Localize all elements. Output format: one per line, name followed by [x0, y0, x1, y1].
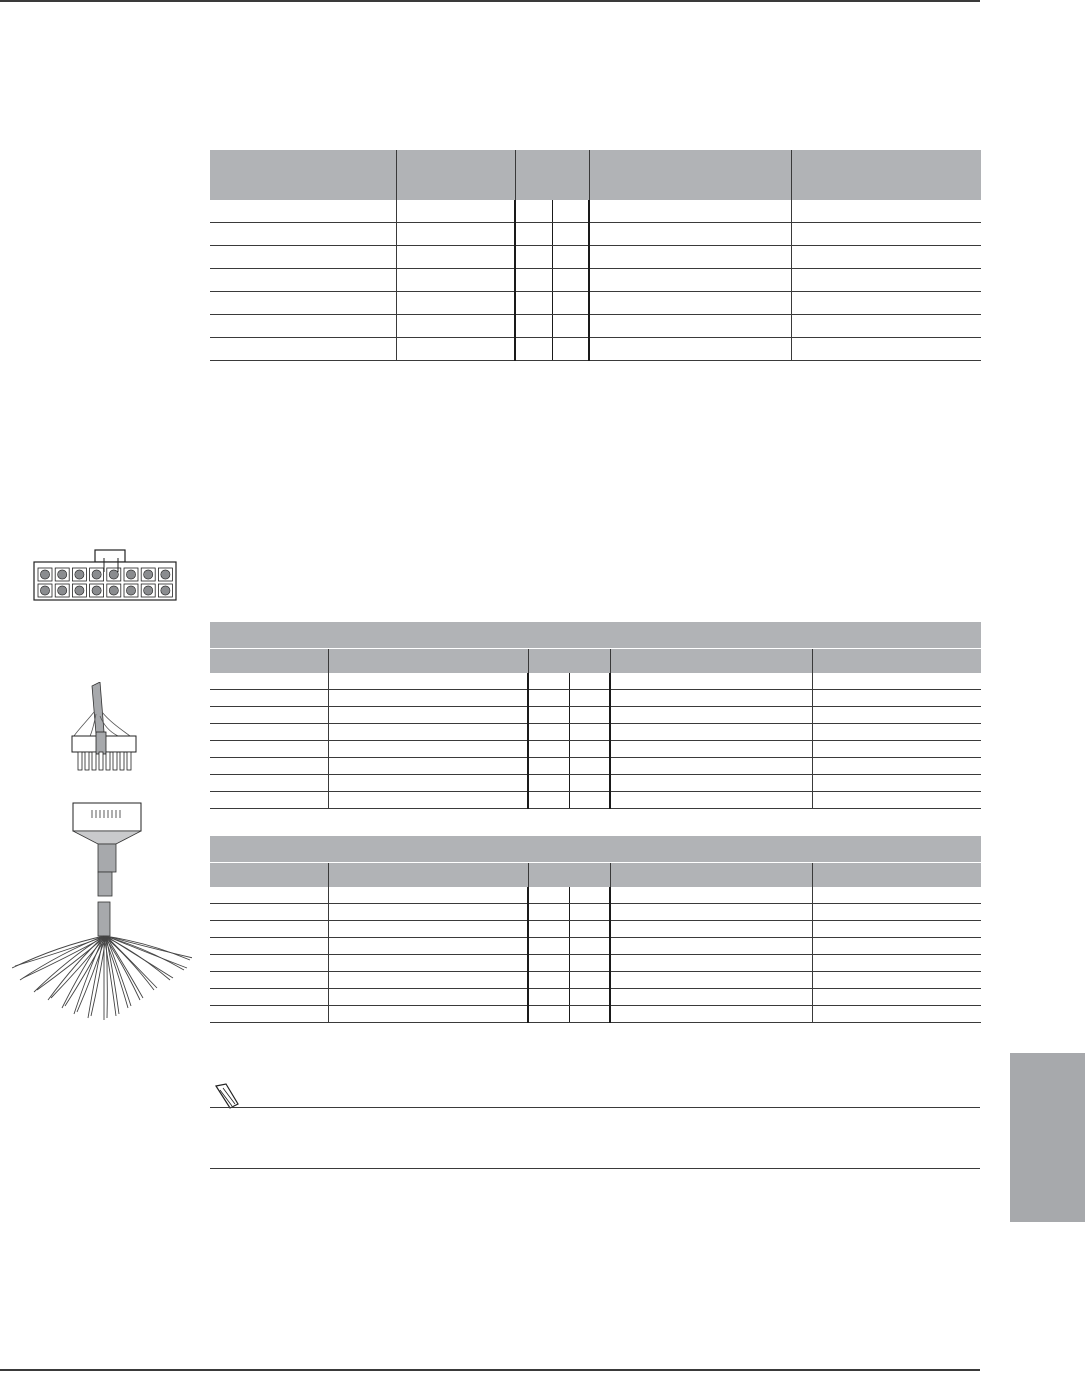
header-cell — [210, 863, 328, 888]
bottom-rule — [0, 1369, 980, 1371]
table-cell — [328, 741, 528, 758]
table-cell — [515, 338, 552, 361]
table-cell — [328, 938, 528, 955]
table-cell — [589, 292, 791, 315]
table-cell — [812, 673, 981, 690]
table-cell — [396, 269, 515, 292]
table-cell — [791, 338, 981, 361]
table-caption — [210, 622, 981, 649]
table-cell — [210, 223, 396, 246]
top-rule — [0, 0, 980, 2]
header-cell — [528, 863, 610, 888]
table-row — [210, 921, 981, 938]
table-cell — [610, 921, 812, 938]
table-cell — [210, 690, 328, 707]
table-cell — [528, 724, 569, 741]
table-row — [210, 338, 981, 361]
header-cell — [791, 150, 981, 200]
table-cell — [552, 223, 589, 246]
table-row — [210, 775, 981, 792]
table-cell — [328, 792, 528, 809]
connector-16pin-icon — [30, 548, 180, 604]
table-cell — [396, 200, 515, 223]
table-cell — [552, 315, 589, 338]
table-cell — [528, 955, 569, 972]
header-cell — [210, 150, 396, 200]
table-cell — [328, 904, 528, 921]
table-cell — [552, 246, 589, 269]
table-cell — [610, 887, 812, 904]
table-cell — [210, 989, 328, 1006]
header-cell — [589, 150, 791, 200]
table-cell — [610, 673, 812, 690]
cable-bundle-icon — [12, 800, 192, 1022]
table-cell — [515, 246, 552, 269]
table-cell — [791, 200, 981, 223]
table-cell — [210, 904, 328, 921]
table-cell — [552, 338, 589, 361]
header-cell — [812, 649, 981, 674]
table-cell — [812, 724, 981, 741]
table-cell — [589, 246, 791, 269]
table-cell — [210, 792, 328, 809]
table-cell — [210, 887, 328, 904]
table-cell — [328, 775, 528, 792]
table-row — [210, 972, 981, 989]
table-cell — [210, 724, 328, 741]
table-cell — [210, 707, 328, 724]
table-cell — [569, 938, 610, 955]
header-cell — [210, 649, 328, 674]
table-cell — [328, 887, 528, 904]
table-row — [210, 269, 981, 292]
table-cell — [589, 223, 791, 246]
table-row — [210, 938, 981, 955]
table-cell — [569, 690, 610, 707]
header-cell — [515, 150, 589, 200]
table-row — [210, 673, 981, 690]
table-row — [210, 292, 981, 315]
table-cell — [210, 246, 396, 269]
table-cell — [589, 269, 791, 292]
table-cell — [515, 200, 552, 223]
table-cell — [569, 989, 610, 1006]
table-cell — [569, 904, 610, 921]
table-cell — [528, 921, 569, 938]
table-cell — [210, 775, 328, 792]
table-cell — [210, 741, 328, 758]
table-cell — [528, 758, 569, 775]
table-cell — [528, 1006, 569, 1023]
table-row — [210, 1006, 981, 1023]
table-cell — [569, 775, 610, 792]
table-cell — [812, 921, 981, 938]
table-row — [210, 989, 981, 1006]
table-row — [210, 741, 981, 758]
table-cell — [610, 792, 812, 809]
table-cell — [552, 269, 589, 292]
table-row — [210, 904, 981, 921]
table-cell — [396, 223, 515, 246]
table-cell — [210, 972, 328, 989]
table-cell — [610, 758, 812, 775]
table-cell — [812, 758, 981, 775]
table-cell — [791, 246, 981, 269]
table-row — [210, 200, 981, 223]
table-row — [210, 758, 981, 775]
table-cell — [396, 292, 515, 315]
table-caption — [210, 836, 981, 863]
header-cell — [396, 150, 515, 200]
table-cell — [812, 955, 981, 972]
table-cell — [210, 200, 396, 223]
note-top-rule — [210, 1107, 980, 1108]
table-cell — [569, 707, 610, 724]
table-cell — [210, 269, 396, 292]
table-cell — [569, 758, 610, 775]
table-cell — [515, 315, 552, 338]
table-cell — [328, 972, 528, 989]
table-cell — [589, 315, 791, 338]
table-cell — [328, 1006, 528, 1023]
table-cell — [396, 338, 515, 361]
table-cell — [210, 1006, 328, 1023]
table-cell — [812, 1006, 981, 1023]
table-cell — [210, 921, 328, 938]
table-cell — [328, 690, 528, 707]
table-cell — [569, 972, 610, 989]
table-cell — [552, 200, 589, 223]
table-cell — [210, 673, 328, 690]
table-cell — [328, 989, 528, 1006]
table-cell — [791, 315, 981, 338]
table-cell — [569, 921, 610, 938]
table-cell — [791, 269, 981, 292]
note-pencil-icon — [212, 1082, 242, 1110]
table-cell — [528, 792, 569, 809]
header-cell — [328, 863, 528, 888]
table-row — [210, 223, 981, 246]
table-row — [210, 724, 981, 741]
table-cell — [589, 338, 791, 361]
table-cell — [812, 775, 981, 792]
table-row — [210, 690, 981, 707]
table-cell — [210, 955, 328, 972]
table-cell — [528, 989, 569, 1006]
header-cell — [610, 649, 812, 674]
table-cell — [328, 673, 528, 690]
table-cell — [569, 724, 610, 741]
table-cell — [610, 707, 812, 724]
table-row — [210, 955, 981, 972]
table-cell — [528, 938, 569, 955]
table-cell — [528, 741, 569, 758]
table-cell — [328, 707, 528, 724]
table-cell — [812, 904, 981, 921]
table-cell — [396, 246, 515, 269]
header-cell — [328, 649, 528, 674]
table-cell — [515, 269, 552, 292]
table-cell — [528, 972, 569, 989]
table-cell — [210, 292, 396, 315]
table-row — [210, 315, 981, 338]
table-cell — [610, 690, 812, 707]
table-cell — [328, 724, 528, 741]
table-cell — [210, 338, 396, 361]
table-cell — [569, 741, 610, 758]
table-cell — [610, 972, 812, 989]
table-cell — [610, 724, 812, 741]
table-cell — [812, 707, 981, 724]
table-cell — [328, 955, 528, 972]
table-cell — [589, 200, 791, 223]
table-cell — [328, 758, 528, 775]
table-cell — [812, 690, 981, 707]
table-header-row — [210, 150, 981, 200]
table-cell — [610, 938, 812, 955]
table-cell — [569, 1006, 610, 1023]
table-cell — [515, 223, 552, 246]
pinout-table-b — [210, 836, 981, 1023]
table-cell — [812, 741, 981, 758]
table-row — [210, 792, 981, 809]
connector-plug-side-icon — [66, 682, 142, 774]
table-cell — [552, 292, 589, 315]
table-cell — [610, 1006, 812, 1023]
table-cell — [569, 792, 610, 809]
table-cell — [528, 775, 569, 792]
table-cell — [812, 792, 981, 809]
table-cell — [528, 673, 569, 690]
table-cell — [210, 758, 328, 775]
table-cell — [610, 775, 812, 792]
table-cell — [812, 938, 981, 955]
table-row — [210, 246, 981, 269]
pinout-table-top — [210, 150, 981, 361]
pinout-table-a — [210, 622, 981, 809]
section-thumb-tab — [1010, 1053, 1085, 1222]
table-cell — [791, 223, 981, 246]
table-cell — [610, 955, 812, 972]
table-cell — [812, 989, 981, 1006]
table-cell — [328, 921, 528, 938]
table-cell — [569, 955, 610, 972]
note-bottom-rule — [210, 1168, 980, 1169]
table-cell — [610, 904, 812, 921]
table-cell — [812, 972, 981, 989]
table-row — [210, 887, 981, 904]
table-cell — [610, 741, 812, 758]
table-cell — [569, 673, 610, 690]
table-cell — [528, 887, 569, 904]
table-cell — [528, 690, 569, 707]
table-cell — [210, 315, 396, 338]
table-cell — [210, 938, 328, 955]
table-cell — [569, 887, 610, 904]
table-row — [210, 707, 981, 724]
header-cell — [812, 863, 981, 888]
table-cell — [610, 989, 812, 1006]
table-cell — [396, 315, 515, 338]
table-cell — [515, 292, 552, 315]
table-cell — [812, 887, 981, 904]
header-cell — [610, 863, 812, 888]
table-cell — [528, 904, 569, 921]
header-cell — [528, 649, 610, 674]
table-cell — [528, 707, 569, 724]
table-cell — [791, 292, 981, 315]
